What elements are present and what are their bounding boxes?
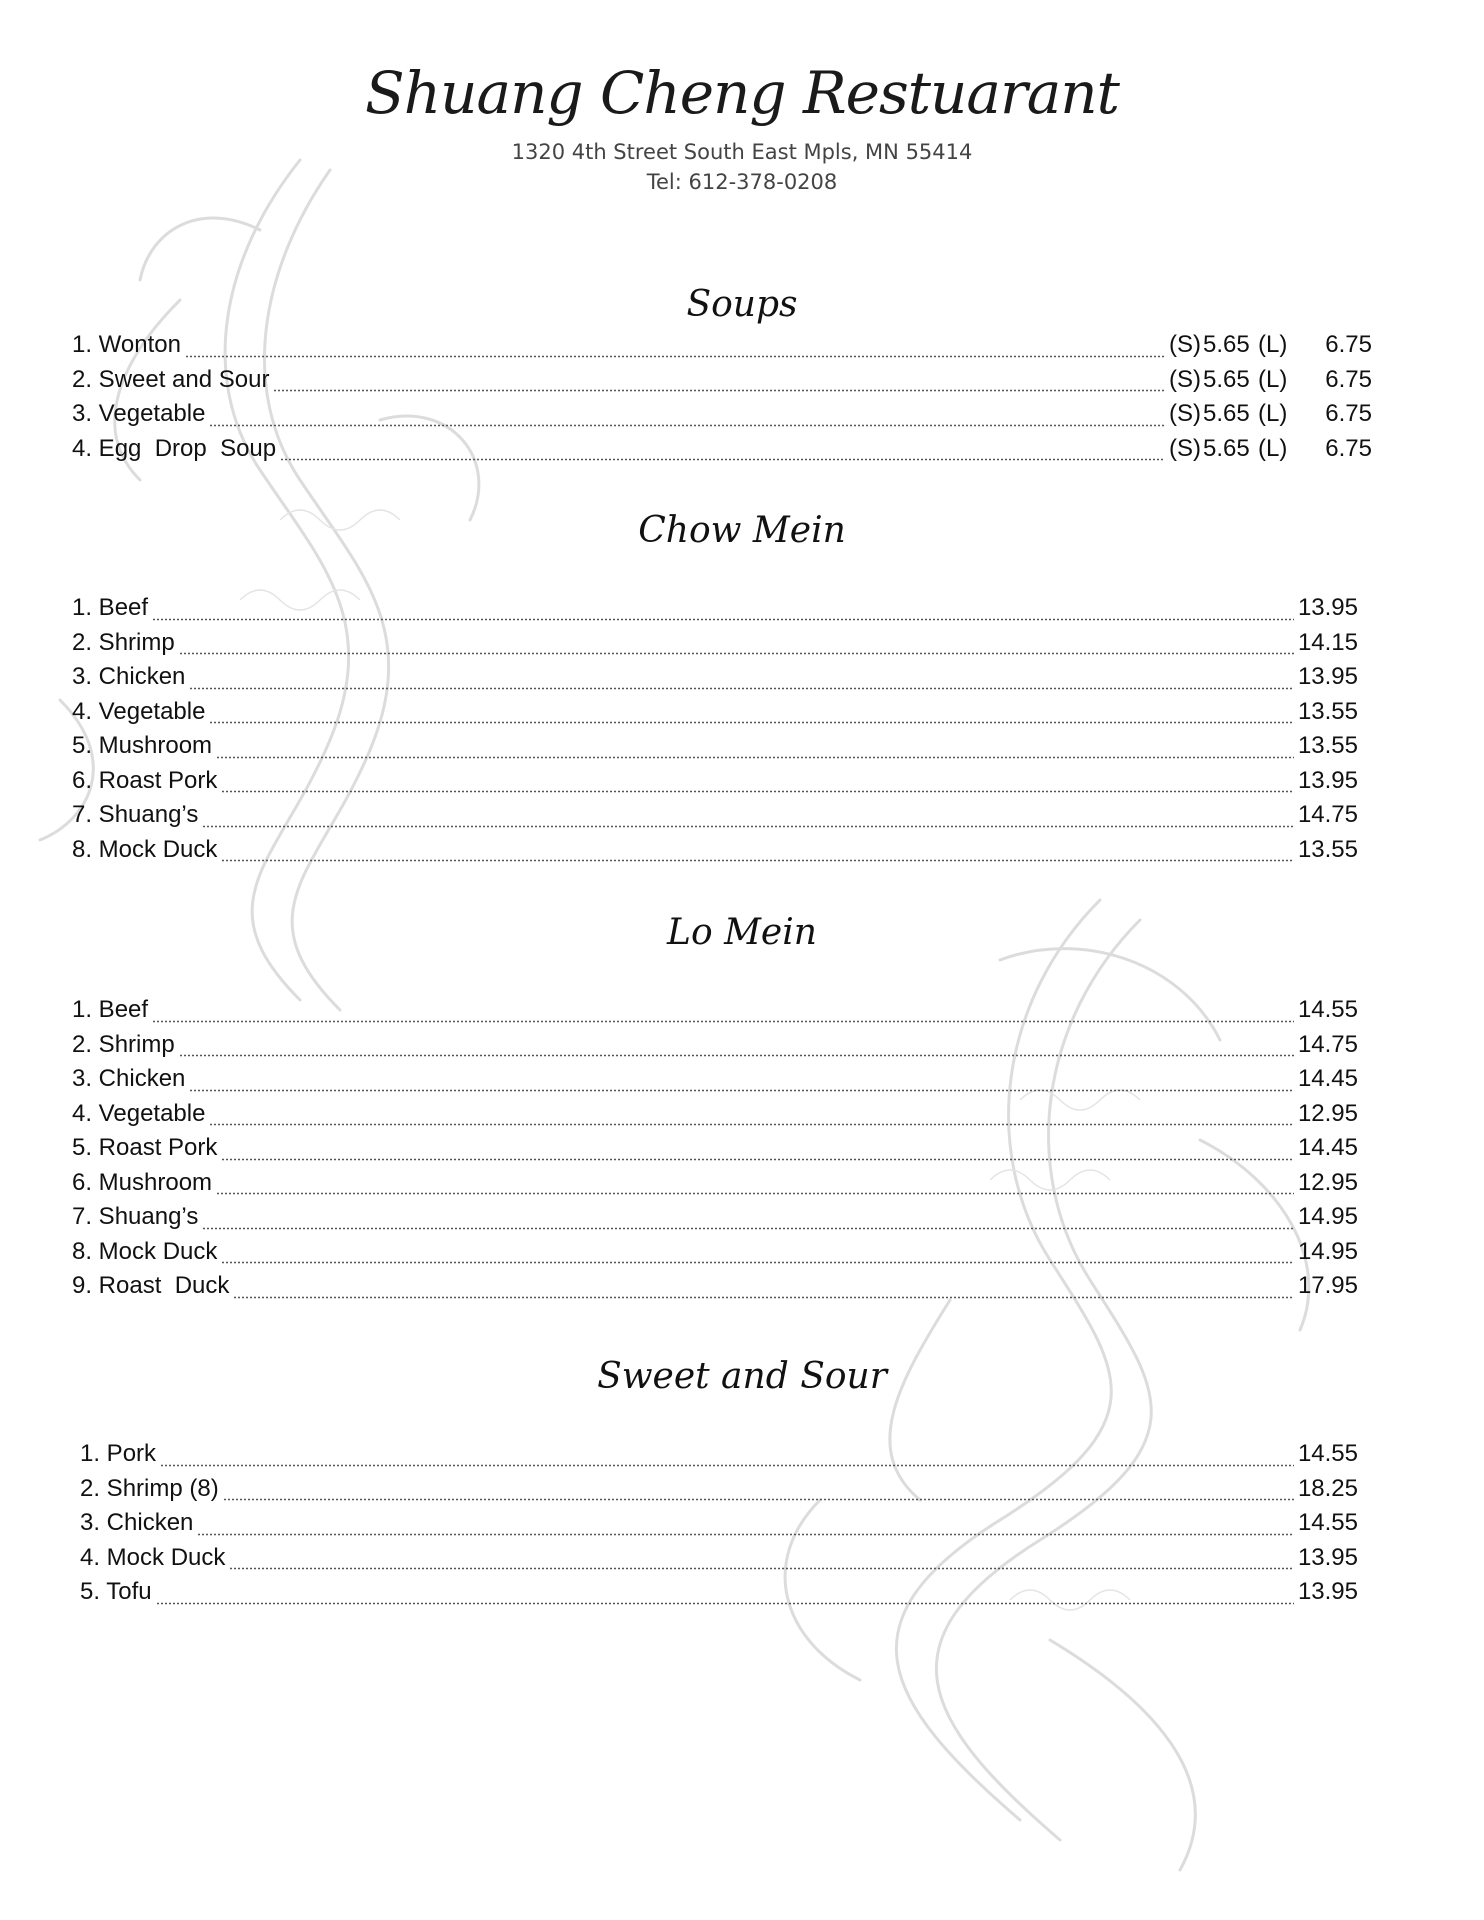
large-size-label: (L) bbox=[1258, 434, 1288, 462]
item-price: 14.95 bbox=[1297, 1237, 1358, 1265]
item-name: 2. Sweet and Sour bbox=[72, 365, 270, 393]
lo-mein-list bbox=[72, 996, 1358, 1307]
menu-item bbox=[72, 732, 1358, 767]
menu-item bbox=[80, 1544, 1358, 1579]
item-price: 14.55 bbox=[1297, 1440, 1358, 1467]
item-name: 7. Shuang’s bbox=[72, 801, 199, 828]
dot-leader bbox=[216, 756, 1294, 759]
item-price: 13.55 bbox=[1297, 732, 1358, 759]
item-name: 4. Vegetable bbox=[72, 1099, 206, 1127]
dot-leader bbox=[185, 355, 1165, 358]
item-price: 14.55 bbox=[1297, 996, 1358, 1023]
dot-leader bbox=[233, 1296, 1294, 1299]
item-price: 14.45 bbox=[1297, 1134, 1358, 1161]
dot-leader bbox=[179, 652, 1294, 655]
item-price: 13.95 bbox=[1297, 663, 1358, 690]
small-size-label: (S) bbox=[1169, 365, 1201, 393]
item-price: 13.95 bbox=[1297, 594, 1358, 621]
dot-leader bbox=[221, 1261, 1294, 1264]
menu-item bbox=[80, 1509, 1358, 1544]
dot-leader bbox=[152, 618, 1294, 621]
section-title-sweet-and-sour: Sweet and Sour bbox=[597, 1356, 887, 1397]
dot-leader bbox=[209, 721, 1293, 724]
item-name: 3. Chicken bbox=[72, 663, 186, 690]
item-name: 4. Mock Duck bbox=[80, 1543, 226, 1571]
dot-leader bbox=[216, 1192, 1294, 1195]
item-name: 2. Shrimp bbox=[72, 1030, 175, 1058]
item-price: 14.15 bbox=[1297, 628, 1358, 656]
dot-leader bbox=[189, 1089, 1294, 1092]
menu-item bbox=[72, 1100, 1358, 1135]
sweet-and-sour-list bbox=[80, 1440, 1358, 1613]
menu-item bbox=[80, 1578, 1358, 1613]
item-name: 3. Chicken bbox=[72, 1065, 186, 1092]
item-prices bbox=[1169, 435, 1372, 463]
item-price: 13.95 bbox=[1297, 1543, 1358, 1571]
item-name: 4. Egg Drop Soup bbox=[72, 434, 277, 462]
dot-leader bbox=[202, 1227, 1294, 1230]
item-price: 13.95 bbox=[1297, 766, 1358, 794]
menu-item bbox=[72, 698, 1358, 733]
item-price: 13.55 bbox=[1297, 835, 1358, 863]
menu-item bbox=[72, 836, 1358, 871]
small-size-label: (S) bbox=[1169, 434, 1201, 462]
dot-leader bbox=[209, 424, 1165, 427]
small-price: 5.65 bbox=[1203, 434, 1250, 462]
item-name: 8. Mock Duck bbox=[72, 1237, 218, 1265]
small-price: 5.65 bbox=[1203, 400, 1250, 427]
dot-leader bbox=[229, 1567, 1294, 1570]
menu-item bbox=[72, 767, 1358, 802]
item-price: 14.75 bbox=[1297, 1030, 1358, 1058]
item-name: 3. Vegetable bbox=[72, 400, 206, 427]
dot-leader bbox=[179, 1054, 1294, 1057]
item-name: 1. Wonton bbox=[72, 331, 181, 358]
menu-item bbox=[72, 1238, 1358, 1273]
item-name: 4. Vegetable bbox=[72, 697, 206, 725]
item-name: 5. Roast Pork bbox=[72, 1134, 218, 1161]
menu-item bbox=[72, 594, 1358, 629]
menu-item bbox=[72, 663, 1358, 698]
item-name: 5. Mushroom bbox=[72, 732, 213, 759]
dot-leader bbox=[280, 458, 1165, 461]
menu-item bbox=[72, 1065, 1358, 1100]
dot-leader bbox=[202, 825, 1294, 828]
menu-item bbox=[72, 996, 1358, 1031]
chow-mein-list bbox=[72, 594, 1358, 870]
item-price: 14.45 bbox=[1297, 1065, 1358, 1092]
small-size-label: (S) bbox=[1169, 331, 1201, 358]
small-price: 5.65 bbox=[1203, 365, 1250, 393]
large-price: 6.75 bbox=[1325, 365, 1372, 393]
menu-item bbox=[72, 331, 1372, 366]
soups-list bbox=[72, 331, 1372, 469]
dot-leader bbox=[156, 1602, 1294, 1605]
item-price: 12.95 bbox=[1297, 1099, 1358, 1127]
item-name: 3. Chicken bbox=[80, 1509, 194, 1536]
menu-item bbox=[72, 1203, 1358, 1238]
item-price: 13.95 bbox=[1297, 1578, 1358, 1605]
large-price: 6.75 bbox=[1325, 331, 1372, 358]
menu-item bbox=[72, 366, 1372, 401]
item-price: 18.25 bbox=[1297, 1474, 1358, 1502]
item-prices bbox=[1169, 400, 1372, 428]
dot-leader bbox=[221, 859, 1294, 862]
item-price: 14.75 bbox=[1297, 801, 1358, 828]
dot-leader bbox=[209, 1123, 1293, 1126]
item-name: 5. Tofu bbox=[80, 1578, 152, 1605]
large-size-label: (L) bbox=[1258, 331, 1288, 358]
dot-leader bbox=[221, 1158, 1294, 1161]
small-size-label: (S) bbox=[1169, 400, 1201, 427]
item-prices bbox=[1169, 366, 1372, 394]
dot-leader bbox=[160, 1464, 1294, 1467]
item-price: 14.95 bbox=[1297, 1203, 1358, 1230]
item-name: 1. Beef bbox=[72, 996, 149, 1023]
large-price: 6.75 bbox=[1325, 400, 1372, 427]
small-price: 5.65 bbox=[1203, 331, 1250, 358]
item-name: 9. Roast Duck bbox=[72, 1272, 230, 1299]
item-name: 6. Roast Pork bbox=[72, 766, 218, 794]
menu-item bbox=[72, 629, 1358, 664]
restaurant-phone: Tel: 612-378-0208 bbox=[646, 169, 838, 194]
item-name: 1. Pork bbox=[80, 1440, 157, 1467]
section-title-lo-mein: Lo Mein bbox=[667, 912, 817, 953]
item-price: 13.55 bbox=[1297, 697, 1358, 725]
dot-leader bbox=[197, 1533, 1294, 1536]
item-name: 2. Shrimp bbox=[72, 628, 175, 656]
menu-item bbox=[80, 1475, 1358, 1510]
section-title-chow-mein: Chow Mein bbox=[638, 510, 846, 551]
menu-item bbox=[72, 400, 1372, 435]
item-name: 6. Mushroom bbox=[72, 1168, 213, 1196]
large-price: 6.75 bbox=[1325, 434, 1372, 462]
menu-item bbox=[72, 435, 1372, 470]
item-price: 14.55 bbox=[1297, 1509, 1358, 1536]
section-title-soups: Soups bbox=[686, 284, 798, 325]
menu-item bbox=[72, 1169, 1358, 1204]
item-name: 2. Shrimp (8) bbox=[80, 1474, 219, 1502]
item-name: 1. Beef bbox=[72, 594, 149, 621]
restaurant-header bbox=[0, 59, 1484, 194]
item-name: 7. Shuang’s bbox=[72, 1203, 199, 1230]
item-price: 12.95 bbox=[1297, 1168, 1358, 1196]
restaurant-name: Shuang Cheng Restuarant bbox=[365, 59, 1119, 127]
menu-item bbox=[80, 1440, 1358, 1475]
item-name: 8. Mock Duck bbox=[72, 835, 218, 863]
menu-item bbox=[72, 1134, 1358, 1169]
dot-leader bbox=[152, 1020, 1294, 1023]
item-price: 17.95 bbox=[1297, 1272, 1358, 1299]
restaurant-address: 1320 4th Street South East Mpls, MN 55414 bbox=[511, 139, 973, 164]
large-size-label: (L) bbox=[1258, 400, 1288, 427]
menu-item bbox=[72, 1031, 1358, 1066]
menu-item bbox=[72, 801, 1358, 836]
menu-item bbox=[72, 1272, 1358, 1307]
large-size-label: (L) bbox=[1258, 365, 1288, 393]
item-prices bbox=[1169, 331, 1372, 359]
dot-leader bbox=[273, 389, 1165, 392]
dot-leader bbox=[221, 790, 1294, 793]
dot-leader bbox=[189, 687, 1294, 690]
dot-leader bbox=[223, 1498, 1294, 1501]
